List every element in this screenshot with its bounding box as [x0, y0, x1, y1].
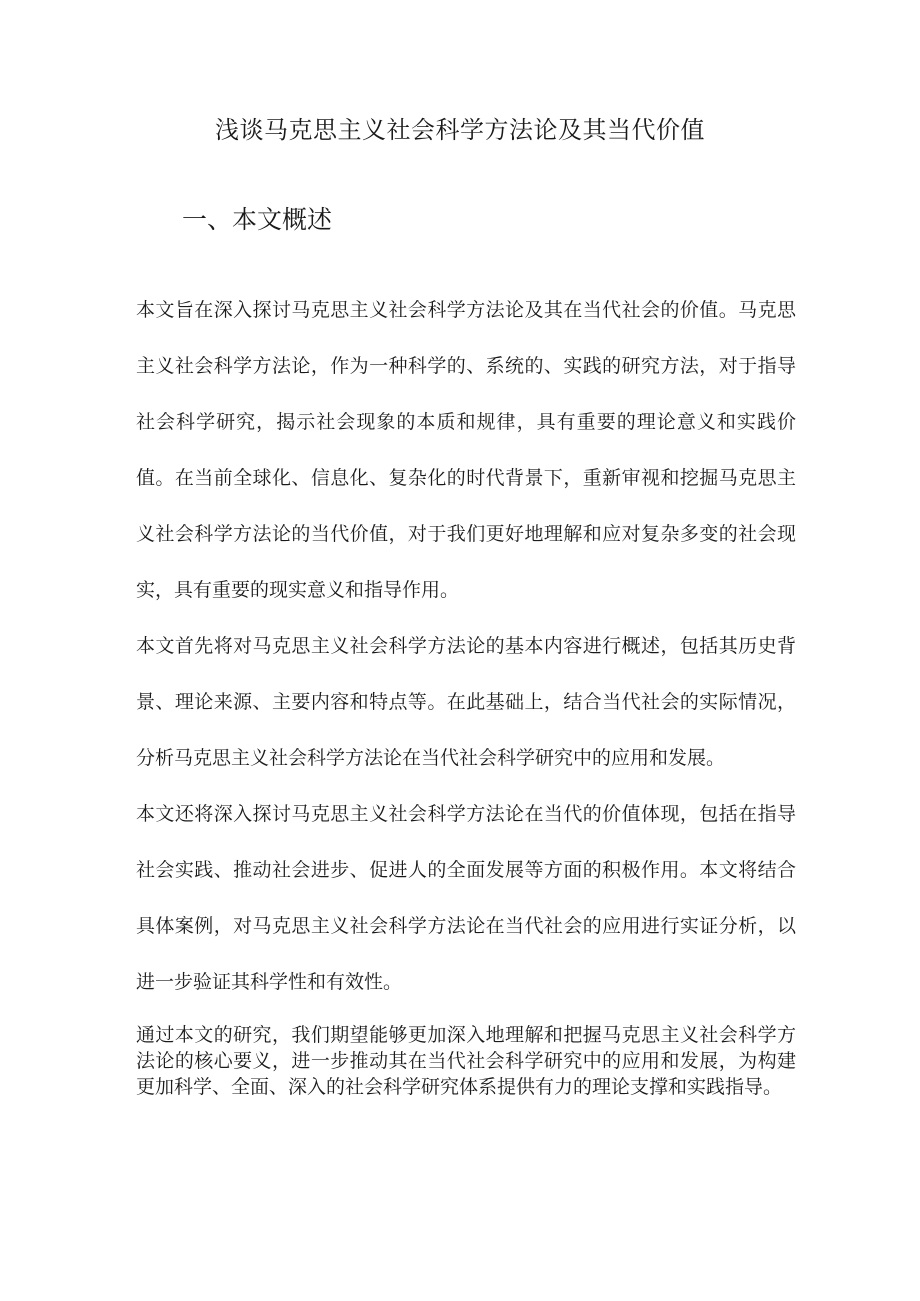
paragraph-4: 通过本文的研究，我们期望能够更加深入地理解和把握马克思主义社会科学方法论的核心要义，进一步推动其在当代社会科学研究中的应用和发展，为构建更加科学、全面、深入的社会科学研究体系提供有力的理论支撑和实践指导。	[136, 1024, 796, 1098]
document-title: 浅谈马克思主义社会科学方法论及其当代价值	[215, 116, 705, 144]
section-heading: 一、本文概述	[182, 205, 333, 234]
paragraph-1: 本文旨在深入探讨马克思主义社会科学方法论及其在当代社会的价值。马克思主义社会科学方法论，作为一种科学的、系统的、实践的研究方法，对于指导社会科学研究，揭示社会现象的本质和规律，具有重要的理论意义和实践价值。在当前全球化、信息化、复杂化的时代背景下，重新审视和挖掘马克思主义社会科学方法论的当代价值，对于我们更好地理解和应对复杂多变的社会现实，具有重要的现实意义和指导作用。	[136, 299, 796, 601]
paragraph-2: 本文首先将对马克思主义社会科学方法论的基本内容进行概述，包括其历史背景、理论来源、主要内容和特点等。在此基础上，结合当代社会的实际情况，分析马克思主义社会科学方法论在当代社会科学研究中的应用和发展。	[136, 635, 796, 769]
paragraph-3: 本文还将深入探讨马克思主义社会科学方法论在当代的价值体现，包括在指导社会实践、推动社会进步、促进人的全面发展等方面的积极作用。本文将结合具体案例，对马克思主义社会科学方法论在当代社会的应用进行实证分析，以进一步验证其科学性和有效性。	[136, 803, 796, 993]
